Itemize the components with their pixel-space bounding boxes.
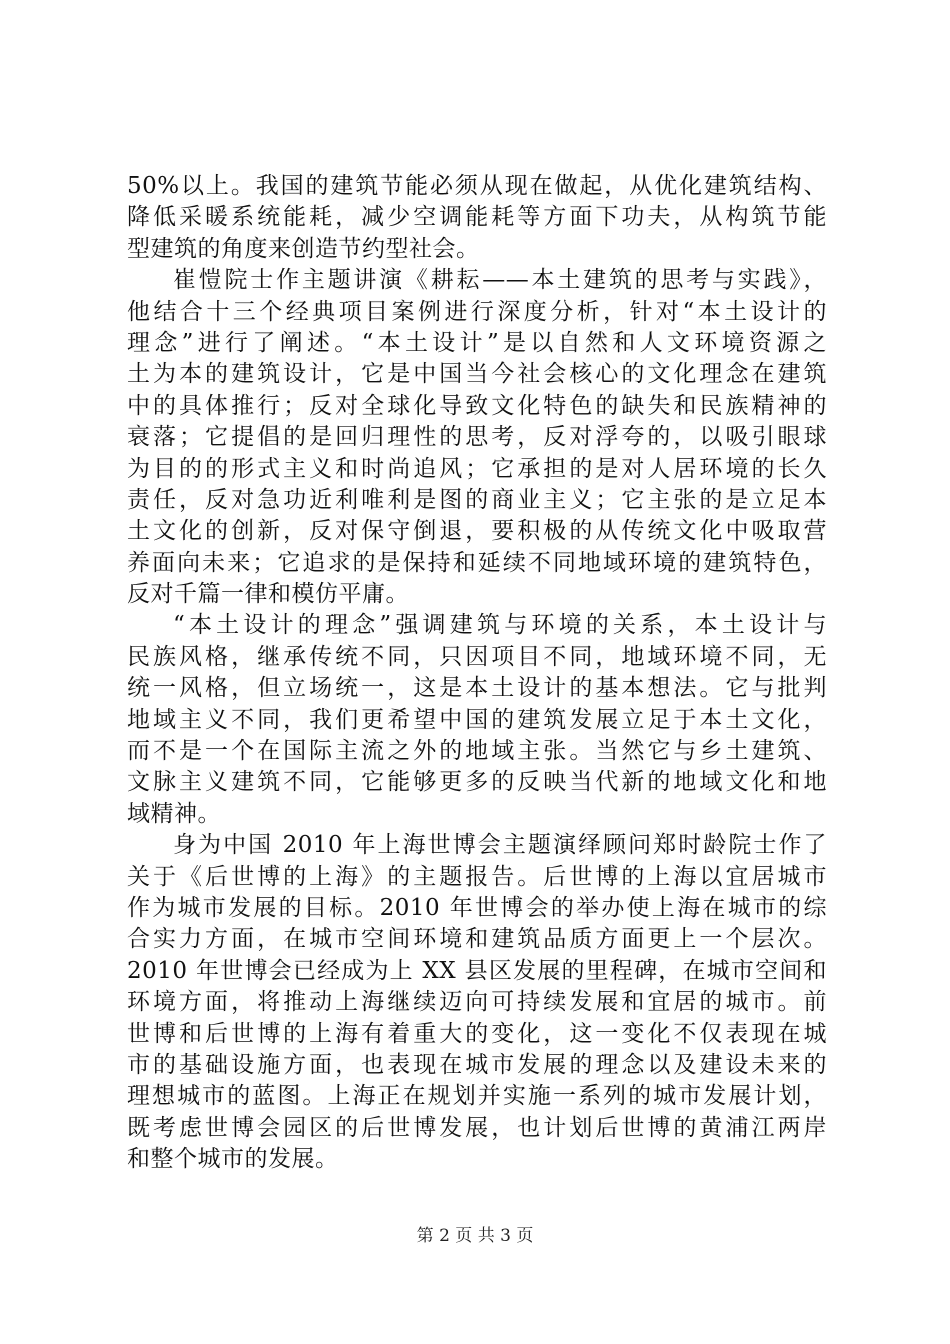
text-line: 市的基础设施方面，也表现在城市发展的理念以及建设未来的 — [127, 1051, 827, 1078]
text-line: 统一风格，但立场统一，这是本土设计的基本想法。它与批判 — [127, 675, 827, 702]
text-line: 理念”进行了阐述。“本土设计”是以自然和人文环境资源之 — [127, 329, 827, 356]
text-line: 和整个城市的发展。 — [127, 1146, 339, 1173]
paragraph-1 — [127, 171, 827, 265]
text-line: 世博和后世博的上海有着重大的变化，这一变化不仅表现在城 — [127, 1020, 827, 1047]
page-footer — [0, 1225, 950, 1247]
text-line: 而不是一个在国际主流之外的地域主张。当然它与乡土建筑、 — [127, 738, 827, 765]
text-line: 崔愷院士作主题讲演《耕耘——本土建筑的思考与实践》， — [173, 267, 827, 294]
text-line: 关于《后世博的上海》的主题报告。后世博的上海以宜居城市 — [127, 863, 827, 890]
paragraph-3 — [127, 610, 827, 830]
text-line: 型建筑的角度来创造节约型社会。 — [127, 235, 480, 262]
text-line: “本土设计的理念”强调建筑与环境的关系，本土设计与 — [173, 612, 827, 639]
text-line: 2010 年世博会已经成为上 XX 县区发展的里程碑，在城市空间和 — [127, 957, 827, 984]
text-line: 中的具体推行；反对全球化导致文化特色的缺失和民族精神的 — [127, 392, 827, 419]
paragraph-2 — [127, 265, 827, 610]
text-line: 作为城市发展的目标。2010 年世博会的举办使上海在城市的综 — [127, 894, 827, 921]
text-line: 环境方面，将推动上海继续迈向可持续发展和宜居的城市。前 — [127, 989, 827, 1016]
text-line: 土文化的创新，反对保守倒退，要积极的从传统文化中吸取营 — [127, 518, 827, 545]
text-line: 反对千篇一律和模仿平庸。 — [127, 581, 409, 608]
text-line: 土为本的建筑设计，它是中国当今社会核心的文化理念在建筑 — [127, 361, 827, 388]
text-line: 地域主义不同，我们更希望中国的建筑发展立足于本土文化， — [127, 706, 827, 733]
paragraph-4 — [127, 830, 827, 1175]
text-line: 为目的的形式主义和时尚追风；它承担的是对人居环境的长久 — [127, 455, 827, 482]
text-line: 责任，反对急功近利唯利是图的商业主义；它主张的是立足本 — [127, 486, 827, 513]
text-line: 他结合十三个经典项目案例进行深度分析，针对“本土设计的 — [127, 298, 827, 325]
page-number-label: 第 2 页 共 3 页 — [416, 1226, 534, 1246]
text-line: 文脉主义建筑不同，它能够更多的反映当代新的地域文化和地 — [127, 769, 827, 796]
text-line: 域精神。 — [127, 800, 221, 827]
text-line: 衰落；它提倡的是回归理性的思考，反对浮夸的，以吸引眼球 — [127, 424, 827, 451]
text-line: 50%以上。我国的建筑节能必须从现在做起，从优化建筑结构、 — [127, 173, 827, 199]
text-line: 民族风格，继承传统不同，只因项目不同，地域环境不同，无 — [127, 643, 827, 670]
text-line: 降低采暖系统能耗，减少空调能耗等方面下功夫，从构筑节能 — [127, 204, 827, 231]
text-line: 身为中国 2010 年上海世博会主题演绎顾问郑时龄院士作了 — [173, 832, 827, 859]
text-line: 既考虑世博会园区的后世博发展，也计划后世博的黄浦江两岸 — [127, 1114, 827, 1141]
text-line: 合实力方面，在城市空间环境和建筑品质方面更上一个层次。 — [127, 926, 827, 953]
text-line: 养面向未来；它追求的是保持和延续不同地域环境的建筑特色， — [127, 549, 827, 576]
text-line: 理想城市的蓝图。上海正在规划并实施一系列的城市发展计划， — [127, 1083, 827, 1110]
body-text — [127, 171, 827, 1176]
